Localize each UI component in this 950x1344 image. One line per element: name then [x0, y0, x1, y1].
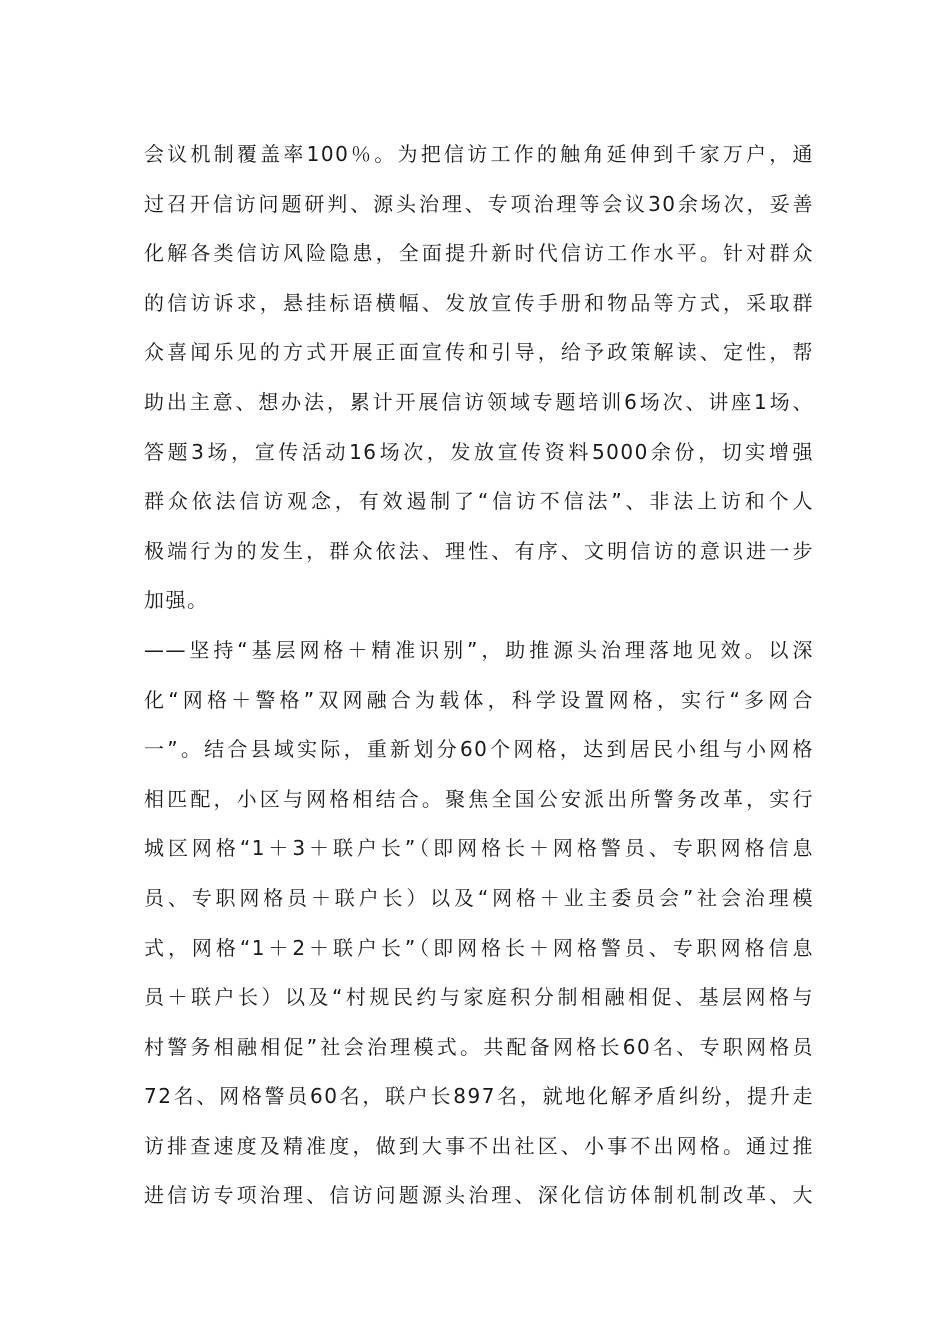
- text-line: 员、专职网格员＋联户长）以及“网格＋业主委员会”社会治理模: [144, 885, 814, 910]
- paragraph-end-line: 加强。: [144, 588, 209, 613]
- text-line: 式，网格“1＋2＋联户长”（即网格长＋网格警员、专职网格信息: [144, 935, 814, 960]
- text-line: 群众依法信访观念，有效遏制了“信访不信法”、非法上访和个人: [144, 489, 814, 514]
- text-line: ——坚持“基层网格＋精准识别”，助推源头治理落地见效。以深: [144, 637, 814, 662]
- text-line: 极端行为的发生，群众依法、理性、有序、文明信访的意识进一步: [144, 538, 814, 563]
- text-line: 进信访专项治理、信访问题源头治理、深化信访体制机制改革、大: [144, 1183, 814, 1208]
- text-line: 过召开信访问题研判、源头治理、专项治理等会议30余场次，妥善: [144, 191, 814, 216]
- text-line: 一”。结合县域实际，重新划分60个网格，达到居民小组与小网格: [144, 737, 814, 762]
- text-line: 城区网格“1＋3＋联户长”（即网格长＋网格警员、专职网格信息: [144, 836, 814, 861]
- text-line: 的信访诉求，悬挂标语横幅、发放宣传手册和物品等方式，采取群: [144, 290, 814, 315]
- text-line: 72名、网格警员60名，联户长897名，就地化解矛盾纠纷，提升走: [144, 1084, 814, 1109]
- text-line: 化解各类信访风险隐患，全面提升新时代信访工作水平。针对群众: [144, 241, 814, 266]
- text-line: 访排查速度及精准度，做到大事不出社区、小事不出网格。通过推: [144, 1133, 814, 1158]
- text-line: 员＋联户长）以及“村规民约与家庭积分制相融相促、基层网格与: [144, 985, 814, 1010]
- text-line: 众喜闻乐见的方式开展正面宣传和引导，给予政策解读、定性，帮: [144, 340, 814, 365]
- text-line: 助出主意、想办法，累计开展信访领域专题培训6场次、讲座1场、: [144, 389, 814, 414]
- text-line: 相匹配，小区与网格相结合。聚焦全国公安派出所警务改革，实行: [144, 786, 814, 811]
- body-text: [144, 130, 814, 1221]
- text-line: 会议机制覆盖率100％。为把信访工作的触角延伸到千家万户，通: [144, 142, 814, 166]
- text-line: 村警务相融相促”社会治理模式。共配备网格长60名、专职网格员: [144, 1034, 814, 1059]
- text-line: 化“网格＋警格”双网融合为载体，科学设置网格，实行“多网合: [144, 687, 814, 712]
- text-line: 答题3场，宣传活动16场次，发放宣传资料5000余份，切实增强: [144, 439, 814, 464]
